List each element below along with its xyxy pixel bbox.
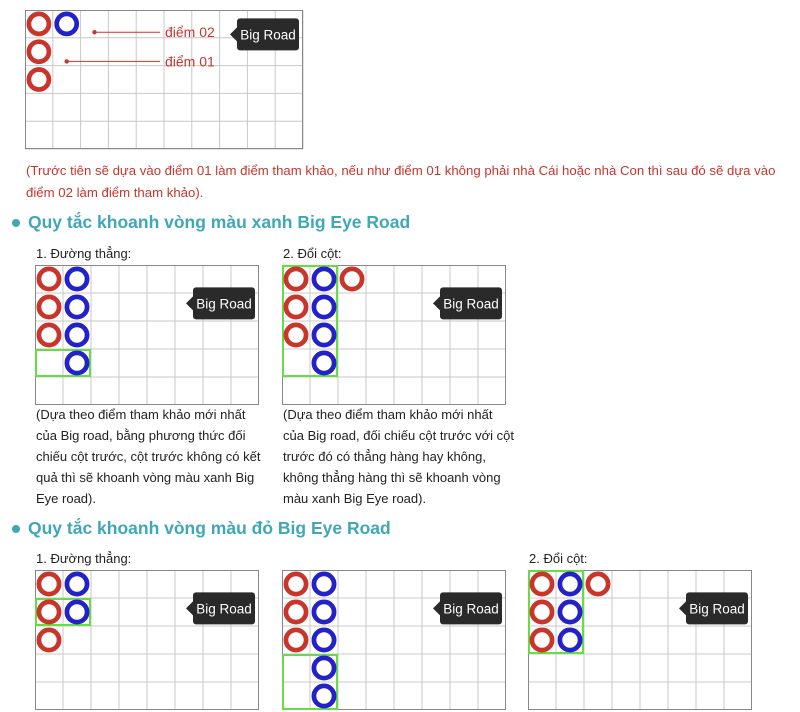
banker-red-circle — [532, 602, 552, 622]
banker-red-circle — [286, 602, 306, 622]
banker-red-circle — [39, 630, 59, 650]
big-road-badge — [433, 592, 502, 624]
player-blue-circle — [560, 602, 580, 622]
figure-top-big-road — [25, 10, 305, 150]
player-blue-circle — [314, 574, 334, 594]
callout-label: điểm 01 — [165, 53, 215, 70]
banker-red-circle — [39, 297, 59, 317]
banker-red-circle — [39, 574, 59, 594]
banker-red-circle — [29, 14, 49, 34]
banker-red-circle — [588, 574, 608, 594]
description-blue-change-column: (Dựa theo điểm tham khảo mới nhất của Big road, đối chiếu cột trước với cột trước đó có thẳng hàng hay không, không thẳng hàng thì sẽ khoanh vòng màu xanh Big Eye road). — [283, 407, 514, 506]
figure-red-straight-2 — [282, 570, 506, 710]
player-blue-circle — [67, 574, 87, 594]
banker-red-circle — [286, 325, 306, 345]
banker-red-circle — [286, 269, 306, 289]
banker-red-circle — [39, 602, 59, 622]
banker-red-circle — [39, 325, 59, 345]
big-road-badge — [679, 592, 748, 624]
caption-red-change-column: 2. Đổi cột: — [529, 551, 588, 566]
badge-pointer — [433, 601, 440, 615]
badge-pointer — [230, 27, 237, 41]
description-blue-straight: (Dựa theo điểm tham khảo mới nhất của Big road, bằng phương thức đối chiếu cột trước, cột trước không có kết quả thì sẽ khoanh vòng màu xanh Big Eye road). — [36, 407, 261, 506]
figure-red-straight — [35, 570, 259, 710]
badge-label: Big Road — [443, 296, 499, 312]
banker-red-circle — [286, 297, 306, 317]
banker-red-circle — [39, 269, 59, 289]
big-road-badge — [186, 287, 255, 319]
caption-red-straight-line: 1. Đường thẳng: — [36, 551, 132, 566]
banker-red-circle — [532, 630, 552, 650]
player-blue-circle — [314, 658, 334, 678]
player-blue-circle — [314, 602, 334, 622]
player-blue-circle — [314, 353, 334, 373]
banker-red-circle — [29, 69, 49, 89]
callout-label: điểm 02 — [165, 24, 215, 41]
bullet-icon — [12, 525, 20, 533]
player-blue-circle — [67, 602, 87, 622]
big-road-badge — [230, 18, 299, 50]
player-blue-circle — [314, 297, 334, 317]
badge-label: Big Road — [443, 601, 499, 617]
caption-change-column: 2. Đổi cột: — [283, 246, 342, 261]
figure-blue-change-column — [282, 265, 506, 405]
figure-blue-straight — [35, 265, 259, 405]
player-blue-circle — [314, 630, 334, 650]
player-blue-circle — [67, 297, 87, 317]
player-blue-circle — [67, 269, 87, 289]
banker-red-circle — [286, 630, 306, 650]
player-blue-circle — [314, 325, 334, 345]
banker-red-circle — [532, 574, 552, 594]
player-blue-circle — [560, 574, 580, 594]
caption-straight-line: 1. Đường thẳng: — [36, 246, 132, 261]
badge-label: Big Road — [689, 601, 745, 617]
badge-pointer — [679, 601, 686, 615]
section-title-blue-text: Quy tắc khoanh vòng màu xanh Big Eye Road — [28, 212, 411, 232]
player-blue-circle — [560, 630, 580, 650]
reference-note: (Trước tiên sẽ dựa vào điểm 01 làm điểm tham khảo, nếu như điểm 01 không phải nhà Cái hoặc nhà Con thì sau đó sẽ dựa vào điểm 02 làm điểm tham khảo). — [26, 163, 776, 200]
badge-label: Big Road — [240, 27, 296, 43]
player-blue-circle — [314, 269, 334, 289]
player-blue-circle — [67, 325, 87, 345]
badge-label: Big Road — [196, 296, 252, 312]
big-road-badge — [433, 287, 502, 319]
badge-pointer — [186, 296, 193, 310]
section-title-red — [12, 518, 391, 539]
banker-red-circle — [342, 269, 362, 289]
big-road-badge — [186, 592, 255, 624]
badge-label: Big Road — [196, 601, 252, 617]
bullet-icon — [12, 219, 20, 227]
player-blue-circle — [57, 14, 77, 34]
section-title-blue — [12, 212, 410, 233]
figure-red-change-column — [528, 570, 752, 710]
banker-red-circle — [29, 42, 49, 62]
badge-pointer — [433, 296, 440, 310]
player-blue-circle — [314, 686, 334, 706]
banker-red-circle — [286, 574, 306, 594]
badge-pointer — [186, 601, 193, 615]
player-blue-circle — [67, 353, 87, 373]
section-title-red-text: Quy tắc khoanh vòng màu đỏ Big Eye Road — [28, 518, 391, 538]
